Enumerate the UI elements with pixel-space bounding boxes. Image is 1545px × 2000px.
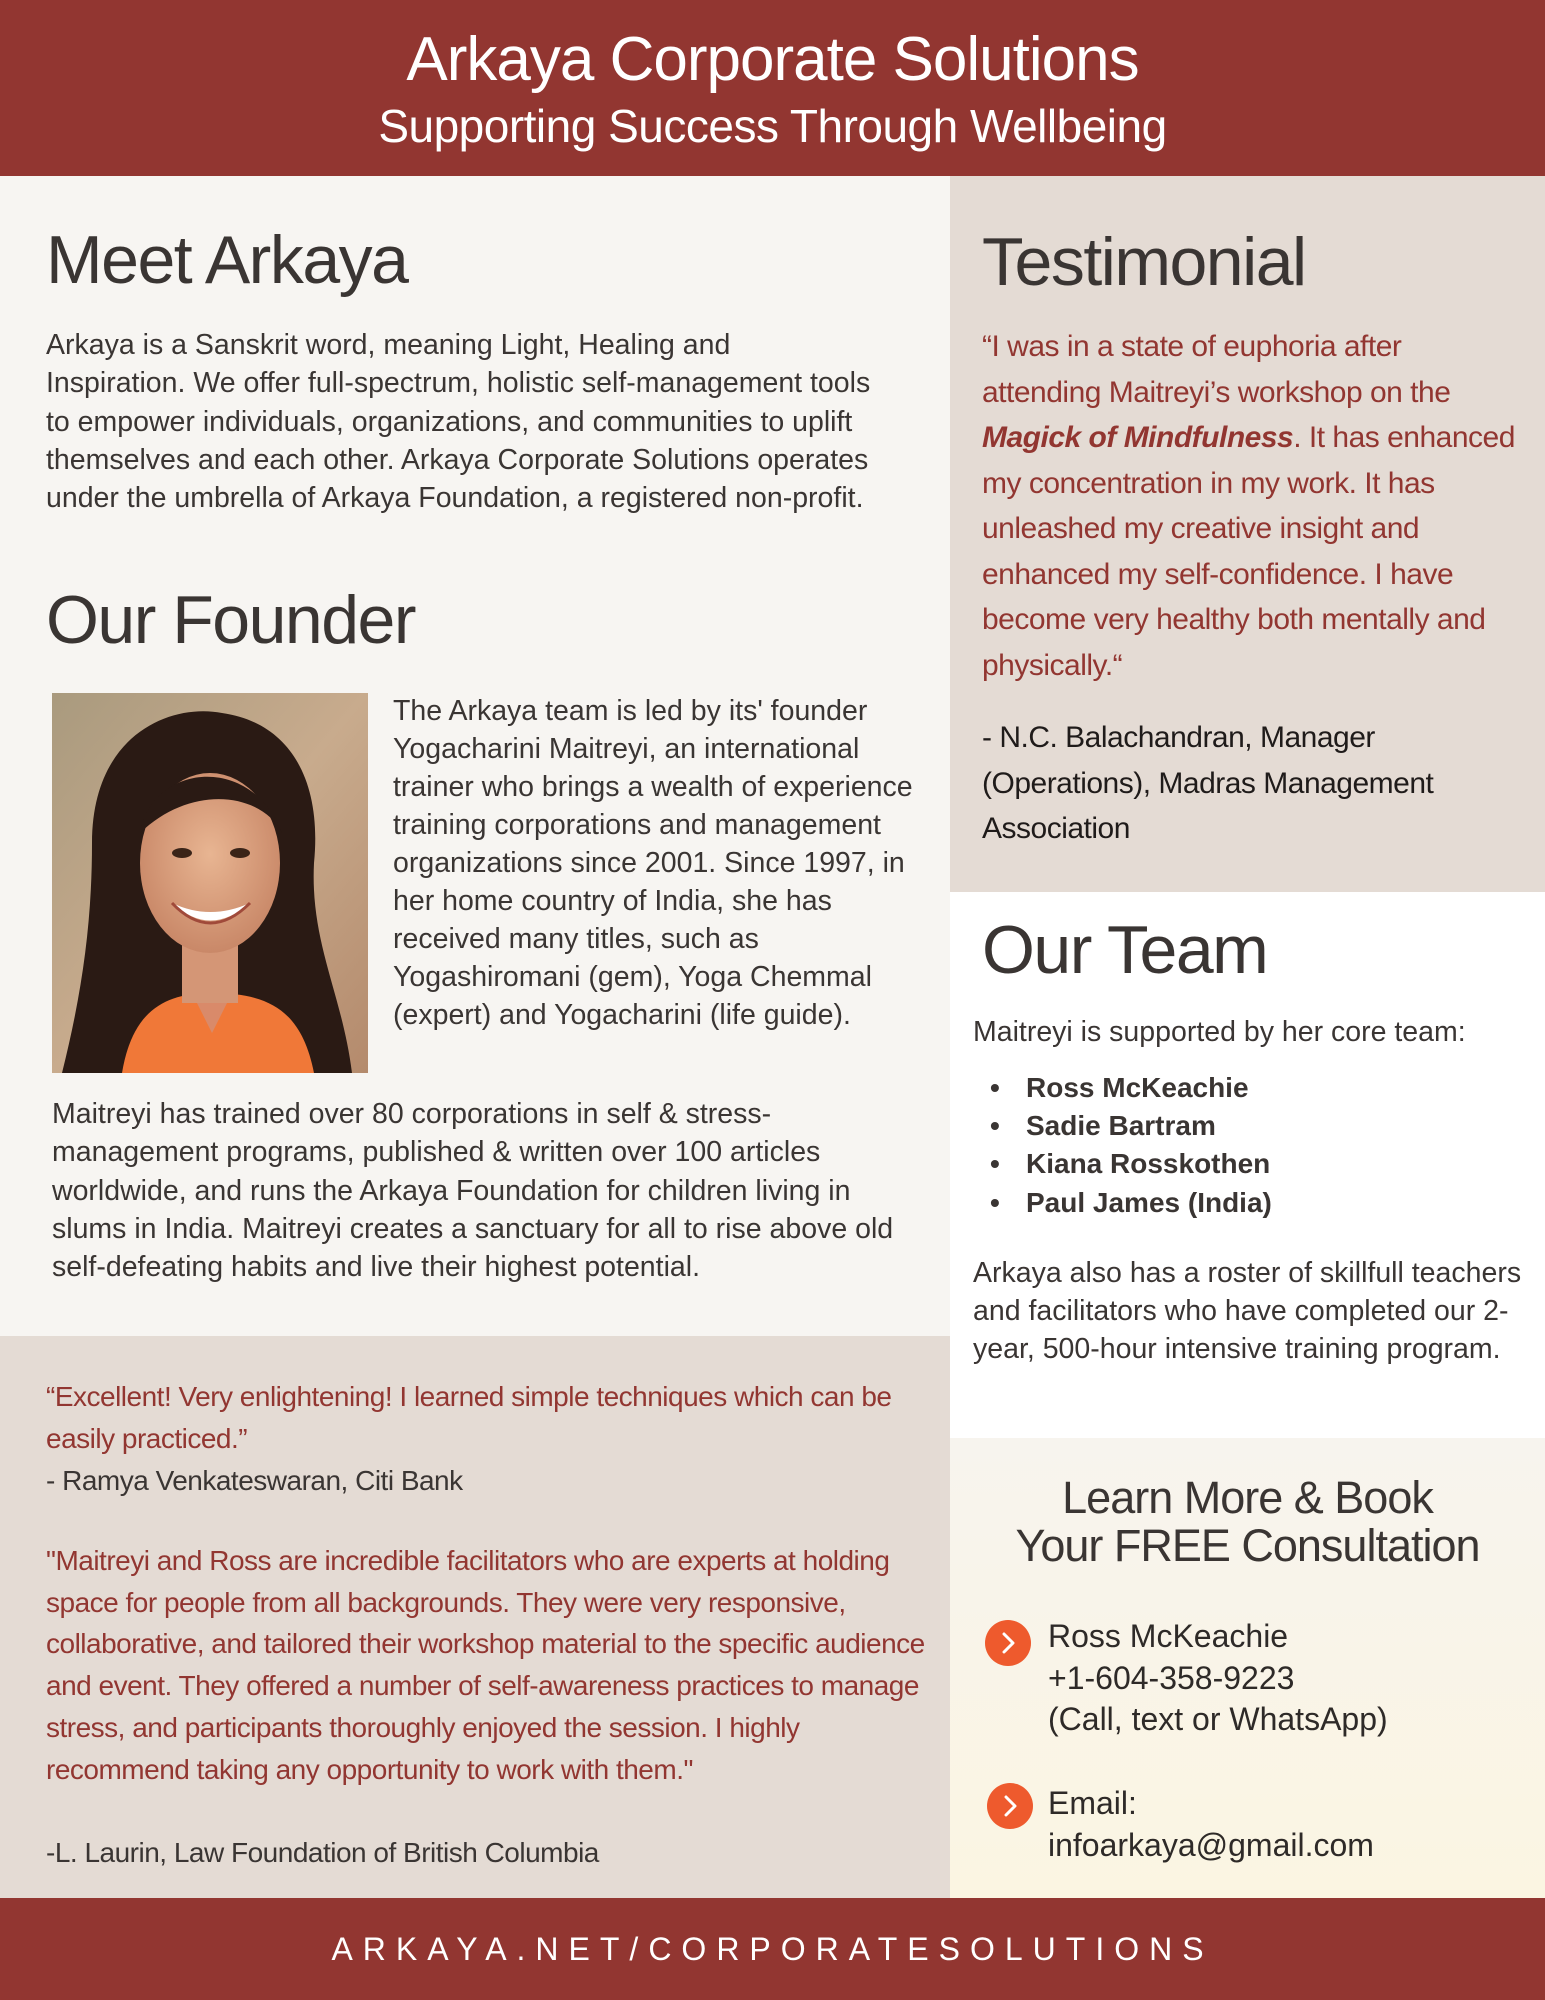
- consultation-heading-line1: Learn More & Book: [1062, 1472, 1433, 1523]
- quote-law-foundation: "Maitreyi and Ross are incredible facilitators who are experts at holding space for people from all backgrounds. They were very responsive, collaborative, and tailored their workshop material to the specific audience and event. They offered a number of self-awareness practices to manage stress, and participants thoroughly enjoyed the session. I highly recommend taking any opportunity to work with them.": [46, 1545, 925, 1785]
- phone-contact: [1048, 1616, 1388, 1741]
- quote-law-foundation-author: -L. Laurin, Law Foundation of British Columbia: [46, 1837, 599, 1868]
- chevron-right-icon: [987, 1783, 1033, 1829]
- testimonial-text-start: “I was in a state of euphoria after attending Maitreyi’s workshop on the: [982, 330, 1451, 409]
- testimonial-author: - N.C. Balachandran, Manager (Operations), Madras Management Association: [982, 721, 1434, 845]
- consultation-heading-line2: Your FREE Consultation: [1015, 1520, 1480, 1571]
- quote-citibank-author: - Ramya Venkateswaran, Citi Bank: [46, 1465, 463, 1496]
- founder-photo: [52, 693, 368, 1073]
- email-label: Email:: [1048, 1785, 1137, 1821]
- contact-phone[interactable]: +1-604-358-9223: [1048, 1659, 1295, 1696]
- email-address[interactable]: infoarkaya@gmail.com: [1048, 1826, 1374, 1863]
- testimonial-text-end: . It has enhanced my concentration in my work. It has unleashed my creative insight and enhanced my self-confidence. I have become very healthy both mentally and physically.“: [982, 421, 1515, 682]
- header-banner: [0, 0, 1545, 176]
- team-member: • Ross McKeachie: [1026, 1069, 1272, 1107]
- testimonial-heading: Testimonial: [982, 224, 1306, 300]
- page-title: Arkaya Corporate Solutions: [406, 25, 1139, 94]
- team-heading: Our Team: [982, 912, 1268, 988]
- footer-url[interactable]: ARKAYA.NET/CORPORATESOLUTIONS: [0, 1898, 1545, 2000]
- founder-achievements: Maitreyi has trained over 80 corporations in self & stress-management programs, published & written over 100 articles worldwide, and runs the Arkaya Foundation for children living in slums in India. Maitreyi creates a sanctuary for all to rise above old self-defeating habits and live their highest potential.: [52, 1098, 894, 1284]
- meet-body: Arkaya is a Sanskrit word, meaning Light, Healing and Inspiration. We offer full-spectrum, holistic self-management tools to empower individuals, organizations, and communities to uplift themselves and each other. Arkaya Corporate Solutions operates under the umbrella of Arkaya Foundation, a registered non-profit.: [46, 329, 871, 515]
- consultation-heading: [950, 1474, 1545, 1570]
- testimonial-workshop-name: Magick of Mindfulness: [982, 421, 1294, 454]
- email-contact: [1048, 1783, 1374, 1866]
- founder-bio: The Arkaya team is led by its' founder Yogacharini Maitreyi, an international trainer who brings a wealth of experience training corporations and management organizations since 2001. Since 1997, in her home country of India, she has received many titles, such as Yogashiromani (gem), Yoga Chemmal (expert) and Yogacharini (life guide).: [393, 695, 913, 1031]
- founder-heading: Our Founder: [46, 582, 416, 658]
- quote-citibank: “Excellent! Very enlightening! I learned simple techniques which can be easily practiced.”: [46, 1381, 892, 1454]
- team-member: • Paul James (India): [1026, 1184, 1272, 1222]
- chevron-right-icon: [985, 1620, 1031, 1666]
- team-member: • Sadie Bartram: [1026, 1107, 1272, 1145]
- team-member: • Kiana Rosskothen: [1026, 1145, 1272, 1183]
- team-roster: Arkaya also has a roster of skillfull teachers and facilitators who have completed our 2-year, 500-hour intensive training program.: [973, 1257, 1522, 1366]
- contact-note: (Call, text or WhatsApp): [1048, 1701, 1388, 1737]
- page-subtitle: Supporting Success Through Wellbeing: [378, 100, 1167, 152]
- meet-heading: Meet Arkaya: [46, 222, 408, 298]
- team-intro: Maitreyi is supported by her core team:: [973, 1016, 1466, 1048]
- contact-name: Ross McKeachie: [1048, 1618, 1289, 1654]
- testimonial-text: [982, 324, 1522, 688]
- team-member-list: [1026, 1069, 1272, 1222]
